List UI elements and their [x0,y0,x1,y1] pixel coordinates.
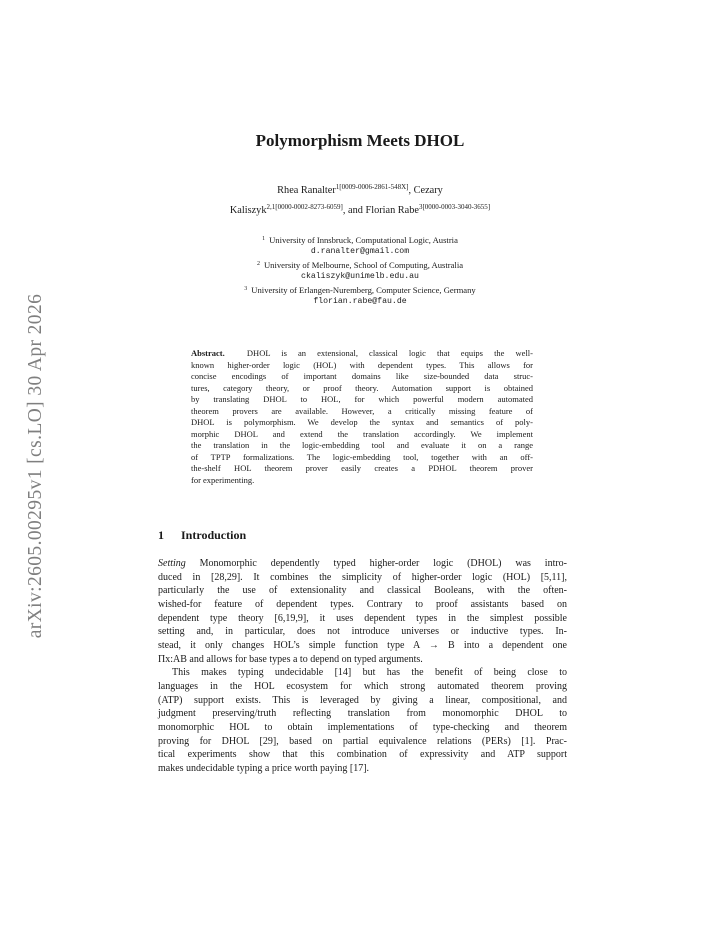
affiliation-number: 1 [262,236,266,242]
paragraph-text: Monomorphic dependently typed higher-order logic (DHOL) was intro- [199,558,568,569]
abstract-line: concise encodings of important domains like size-bounded data struc- [191,371,533,382]
paragraph-line: judgment preserving/truth reflecting translation from monomorphic DHOL to [158,708,567,720]
affiliation-list [150,234,570,308]
abstract-line [191,348,533,360]
section-number: 1 [158,528,164,542]
author-list [150,181,570,221]
paragraph-line: makes undecidable typing a price worth paying [17]. [158,762,370,774]
paragraph-line: stead, it only changes HOL’s simple function type A → B into a dependent one [158,639,567,651]
affiliation [150,259,570,271]
affiliation-text: University of Melbourne, School of Computing, Australia [263,259,464,270]
abstract-text: DHOL is an extensional, classical logic that equips the well- [246,348,533,358]
abstract [191,348,533,487]
abstract-line: known higher-order logic (HOL) with dependent types. This allows for [191,359,533,370]
author-name: Rhea Ranalter [277,185,336,196]
paragraph-lead: Setting [158,558,186,569]
paragraph-line: This makes typing undecidable [14] but has the benefit of being close to [172,667,567,679]
paragraph-line: duced in [28,29]. It combines the simplicity of higher-order logic (HOL) [5,11], [158,571,567,583]
abstract-line: the translation in the logic-embedding tool and evaluate it on a range [191,440,533,451]
abstract-line: morphic DHOL and extend the translation accordingly. We implement [191,428,533,439]
arxiv-identifier: arXiv:2605.00295v1 [cs.LO] 30 Apr 2026 [25,293,46,639]
abstract-line: theorem provers are available. However, a critically missing feature of [191,405,533,416]
paragraph-line: setting and, in particular, does not introduce universes or inductive types. In- [158,626,567,638]
abstract-label: Abstract. [191,348,225,358]
section-heading [158,528,246,543]
paragraph-line: dependent type theory [6,19,9], it uses dependent types in the simplest possible [158,612,567,624]
abstract-line: by translating DHOL to HOL, for which powerful modern automated [191,394,533,405]
body-text [158,557,567,776]
author-orcid: 2,1[0000-0002-8273-6059] [266,203,343,211]
paragraph-line [158,557,567,571]
abstract-line: the-shelf HOL theorem prover easily creates a PDHOL theorem prover [191,463,533,474]
paragraph-line: tical experiments show that this combination of expressivity and ATP support [158,749,567,761]
affiliation-text: University of Innsbruck, Computational Logic, Austria [269,235,458,245]
affiliation-number: 3 [244,285,248,292]
affiliation [150,234,570,246]
author-line-1: Rhea Ranalter$^{1[0009-0006-2861-548X]}$, Cezary [277,183,443,196]
paragraph-line: Πx:AB and allows for base types a to depend on typed arguments. [158,653,423,665]
affiliation-email: ckaliszyk@unimelb.edu.au [301,272,419,282]
paragraph-line: (ATP) support exists. This is leveraged by giving a linear, compositional, and [158,694,567,706]
affiliation-email: d.ranalter@gmail.com [310,247,410,257]
affiliation-text: University of Erlangen-Nuremberg, Computer Science, Germany [251,284,476,295]
author-name: Cezary [413,185,443,196]
author-line-2: Kaliszyk$^{2,1[0000-0002-8273-6059]}$, and Florian Rabe$^{3[0000-0003-3040-3655]}$ [229,203,491,216]
paragraph-line: languages in the HOL ecosystem for which strong automated theorem proving [158,680,567,692]
affiliation [150,284,570,296]
abstract-line: of TPTP formalizations. The logic-embedding tool, together with an off- [191,451,533,462]
affiliation-number: 2 [256,260,260,267]
abstract-line: for experimenting. [191,475,255,486]
author-name: Kaliszyk [229,205,267,216]
paragraph-line: monomorphic HOL to obtain implementations of type-checking and theorem [158,721,567,733]
author-orcid: 3[0000-0003-3040-3655] [418,203,491,211]
paper-title: Polymorphism Meets DHOL [255,131,465,150]
affiliation-email: florian.rabe@fau.de [313,297,407,307]
paragraph-line: particularly the use of extensionality and classical Booleans, with the often- [158,585,567,597]
paragraph-line: wished-for feature of dependent types. Contrary to proof assistants based on [158,598,567,610]
abstract-line: DHOL is polymorphism. We develop the syntax and semantics of poly- [191,417,533,428]
author-orcid: 1[0009-0006-2861-548X] [335,183,409,191]
abstract-line: tures, category theory, or proof theory. Automation support is obtained [191,382,533,393]
section-title: Introduction [181,528,247,542]
author-name: Florian Rabe [365,205,419,216]
paragraph-line: proving for DHOL [29], based on partial equivalence relations (PERs) [1]. Prac- [158,735,567,747]
